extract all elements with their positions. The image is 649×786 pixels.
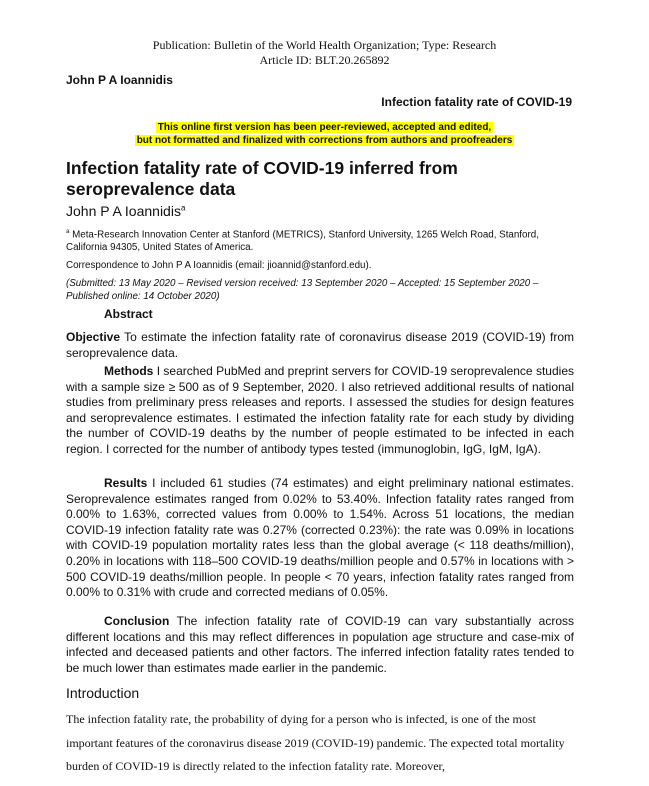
author-name: John P A Ioannidis bbox=[66, 203, 181, 219]
abstract-results bbox=[66, 476, 574, 601]
methods-text: I searched PubMed and preprint servers for COVID-19 seroprevalence studies with a sample size ≥ 500 as of 9 September, 2020. I also retrieved additional results of national studies from preliminary press releases and reports. I assessed the studies for design features and seroprevalence estimates. I estimated the infection fatality rate for each study by dividing the number of COVID-19 deaths by the number of people estimated to be infected in each region. I corrected for the number of antibody types tested (immunoglobin, IgG, IgM, IgA). bbox=[66, 364, 574, 456]
affiliation bbox=[66, 226, 576, 254]
notice-highlight-2: but not formatted and finalized with corrections from authors and proofreaders bbox=[136, 135, 513, 146]
affiliation-text: Meta-Research Innovation Center at Stanford (METRICS), Stanford University, 1265 Welch Road, Stanford, California 94305, United States of America. bbox=[66, 229, 539, 254]
introduction-heading: Introduction bbox=[66, 685, 140, 701]
abstract-objective bbox=[66, 330, 574, 361]
introduction-text: The infection fatality rate, the probability of dying for a person who is infected, is one of the most important features of the coronavirus disease 2019 (COVID-19) pandemic. The expected total mortality burden of COVID-19 is directly related to the infection fatality rate. Moreover, bbox=[66, 712, 565, 773]
article-author bbox=[66, 203, 185, 219]
header-author: John P A Ioannidis bbox=[66, 73, 173, 87]
abstract-methods bbox=[66, 364, 574, 458]
article-id-line: Article ID: BLT.20.265892 bbox=[259, 53, 390, 67]
affiliation-mark: a bbox=[66, 229, 70, 235]
objective-text: To estimate the infection fatality rate of coronavirus disease 2019 (COVID-19) from seroprevalence data. bbox=[66, 330, 574, 360]
abstract-conclusion bbox=[66, 614, 574, 676]
notice-line-2 bbox=[0, 134, 649, 147]
results-text: I included 61 studies (74 estimates) and eight preliminary national estimates. Seroprevalence estimates ranged from 0.02% to 53.40%. Infection fatality rates ranged from 0.00% to 1.63%, corrected values from 0.00% to 1.54%. Across 51 locations, the median COVID-19 infection fatality rate was 0.27% (corrected 0.23%): the rate was 0.09% in locations with COVID-19 population mortality rates less than the global average (< 118 deaths/million), 0.20% in locations with 118–500 COVID-19 deaths/million people and 0.57% in locations with > 500 COVID-19 deaths/million people. In people < 70 years, infection fatality rates ranged from 0.00% to 0.31% with crude and corrected medians of 0.05%. bbox=[66, 476, 574, 600]
results-label: Results bbox=[104, 476, 148, 490]
submission-dates: (Submitted: 13 May 2020 – Revised version received: 13 September 2020 – Accepted: 15 September 2020 – Published online: 14 October 2020) bbox=[66, 278, 539, 302]
correspondence: Correspondence to John P A Ioannidis (email: jioannid@stanford.edu). bbox=[66, 260, 372, 271]
abstract-heading: Abstract bbox=[104, 307, 153, 321]
publication-line: Publication: Bulletin of the World Health Organization; Type: Research bbox=[152, 38, 497, 52]
author-affiliation-mark: a bbox=[180, 203, 186, 213]
objective-label: Objective bbox=[66, 330, 121, 344]
conclusion-text: The infection fatality rate of COVID-19 can vary substantially across different locations and this may reflect differences in population age structure and case-mix of infected and deceased patients and other factors. The inferred infection fatality rates tended to be much lower than estimates made earlier in the pandemic. bbox=[66, 614, 574, 675]
conclusion-label: Conclusion bbox=[104, 614, 170, 628]
article-title: Infection fatality rate of COVID-19 inferred from seroprevalence data bbox=[66, 158, 458, 199]
running-title: Infection fatality rate of COVID-19 bbox=[381, 95, 572, 109]
notice-line-1 bbox=[0, 121, 649, 134]
notice-highlight-1: This online first version has been peer-reviewed, accepted and edited, bbox=[157, 122, 492, 133]
methods-label: Methods bbox=[104, 364, 154, 378]
